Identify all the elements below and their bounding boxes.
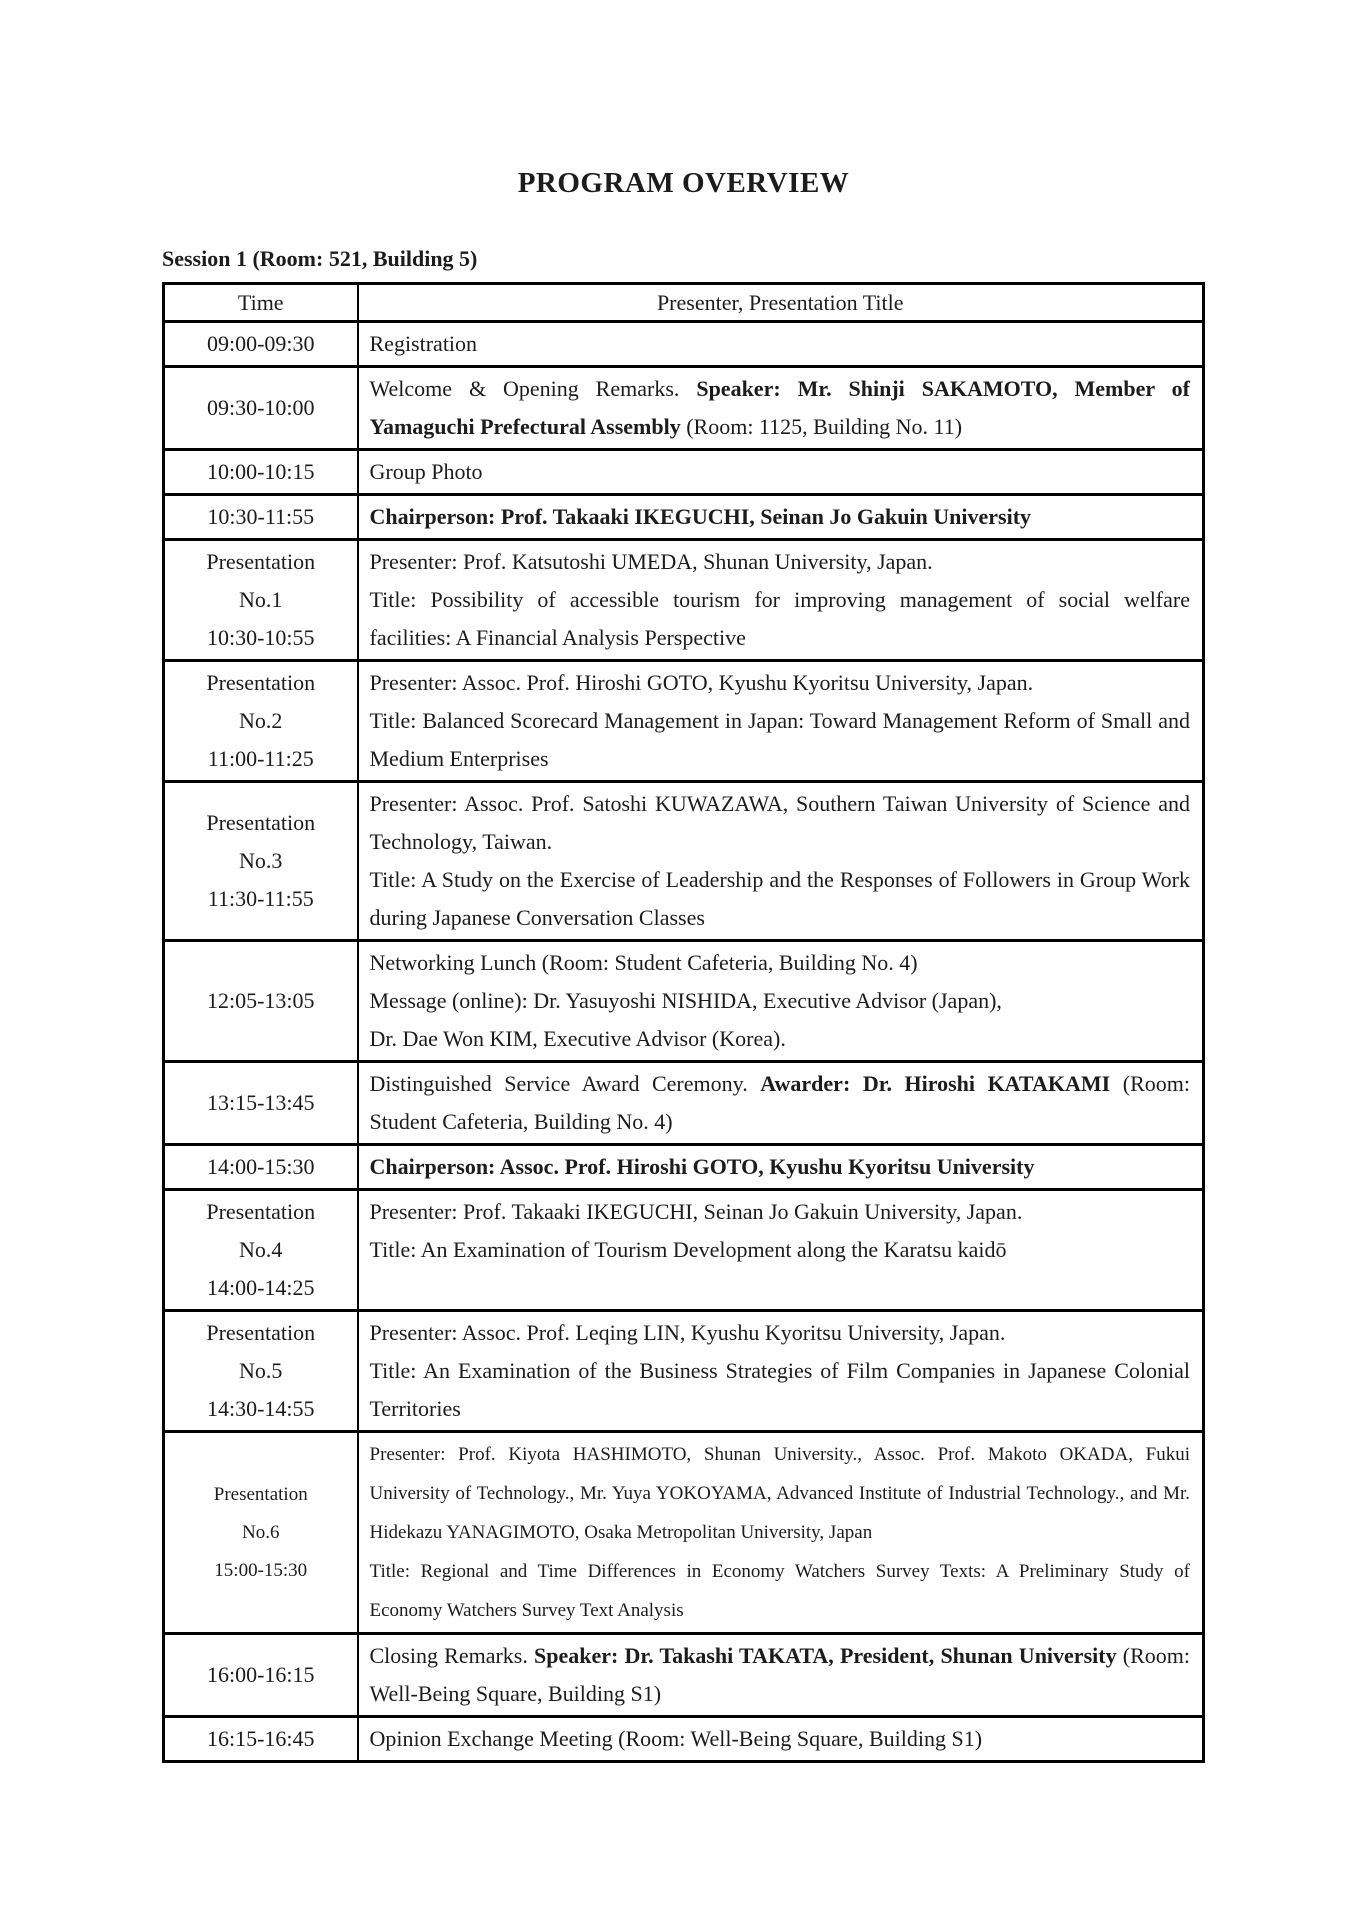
text-segment: Presenter: Prof. Katsutoshi UMEDA, Shunan University, Japan. [369, 549, 933, 574]
content-paragraph [370, 1314, 1191, 1352]
content-paragraph [370, 861, 1191, 937]
time-text: 11:30-11:55 [207, 886, 314, 911]
time-text: 11:00-11:25 [207, 746, 314, 771]
time-text: 12:05-13:05 [206, 988, 315, 1013]
column-header-time: Time [164, 284, 358, 322]
time-text: 15:00-15:30 [214, 1559, 308, 1581]
document-content [162, 0, 1205, 1763]
time-text: Presentation [206, 670, 316, 695]
content-cell [358, 495, 1204, 540]
text-segment: Presenter: Prof. Kiyota HASHIMOTO, Shunan University., Assoc. Prof. Makoto OKADA, Fukui University of Technology., Mr. Yuya YOKOYAMA, Advanced Institute of Industrial Technology., and Mr. Hidekazu YANAGIMOTO, Osaka Metropolitan University, Japan [369, 1444, 1190, 1543]
time-cell [164, 450, 358, 495]
text-segment: Presenter: Assoc. Prof. Leqing LIN, Kyushu Kyoritsu University, Japan. [369, 1320, 1006, 1345]
time-text: No.3 [239, 848, 283, 873]
content-cell [358, 1145, 1204, 1190]
content-paragraph [370, 664, 1191, 702]
table-body [164, 322, 1204, 1762]
time-text: No.5 [239, 1358, 283, 1383]
time-text: Presentation [206, 1320, 316, 1345]
time-cell [164, 1717, 358, 1762]
table-row [164, 1062, 1204, 1145]
text-segment: Presenter: Assoc. Prof. Hiroshi GOTO, Kyushu Kyoritsu University, Japan. [369, 670, 1034, 695]
content-paragraph [370, 453, 1191, 491]
time-cell [164, 941, 358, 1062]
time-cell [164, 661, 358, 782]
table-row [164, 782, 1204, 941]
table-row [164, 450, 1204, 495]
text-segment: Opinion Exchange Meeting (Room: Well-Being Square, Building S1) [369, 1726, 983, 1751]
content-cell [358, 450, 1204, 495]
time-cell [164, 1190, 358, 1311]
text-segment: Title: Balanced Scorecard Management in Japan: Toward Management Reform of Small and Medium Enterprises [369, 708, 1190, 771]
time-text: 09:00-09:30 [206, 331, 315, 356]
bold-text-segment: Awarder: Dr. Hiroshi KATAKAMI [760, 1071, 1111, 1096]
content-paragraph [370, 1352, 1191, 1428]
content-paragraph [370, 702, 1191, 778]
page-title: PROGRAM OVERVIEW [517, 167, 850, 199]
time-text: 09:30-10:00 [206, 395, 315, 420]
time-text: 16:15-16:45 [206, 1726, 315, 1751]
bold-text-segment: Chairperson: Assoc. Prof. Hiroshi GOTO, Kyushu Kyoritsu University [369, 1154, 1035, 1179]
content-cell [358, 941, 1204, 1062]
content-cell [358, 322, 1204, 367]
bold-text-segment: Speaker: Dr. Takashi TAKATA, President, Shunan University [534, 1643, 1117, 1668]
time-text: 13:15-13:45 [206, 1090, 315, 1115]
table-row [164, 661, 1204, 782]
bold-text-segment: Speaker: Mr. Shinji SAKAMOTO, Member of Yamaguchi Prefectural Assembly [369, 376, 1191, 439]
column-header-presenter-title: Presenter, Presentation Title [358, 284, 1204, 322]
content-paragraph [370, 581, 1191, 657]
content-cell [358, 661, 1204, 782]
content-paragraph [370, 1065, 1191, 1141]
content-cell [358, 782, 1204, 941]
text-segment: (Room: Student Cafeteria, Building No. 4) [369, 1071, 1190, 1134]
table-row [164, 941, 1204, 1062]
content-cell [358, 1062, 1204, 1145]
time-text: No.6 [242, 1521, 280, 1543]
text-segment: (Room: Well-Being Square, Building S1) [369, 1643, 1190, 1706]
time-cell [164, 1062, 358, 1145]
time-text: 10:30-11:55 [207, 504, 315, 529]
bold-text-segment: Chairperson: Prof. Takaaki IKEGUCHI, Seinan Jo Gakuin University [369, 504, 1032, 529]
table-row [164, 1145, 1204, 1190]
time-text: 14:00-15:30 [206, 1154, 315, 1179]
time-text: 14:30-14:55 [206, 1396, 315, 1421]
content-paragraph [370, 1020, 1191, 1058]
text-segment: Title: Regional and Time Differences in Economy Watchers Survey Texts: A Preliminary Study of Economy Watchers Survey Text Analysis [369, 1561, 1190, 1621]
time-cell [164, 322, 358, 367]
content-paragraph [370, 498, 1191, 536]
text-segment: Group Photo [369, 459, 483, 484]
content-paragraph [370, 325, 1191, 363]
content-cell [358, 1190, 1204, 1311]
content-paragraph [370, 1637, 1191, 1713]
table-row [164, 367, 1204, 450]
text-segment: Presenter: Assoc. Prof. Satoshi KUWAZAWA, Southern Taiwan University of Science and Technology, Taiwan. [369, 791, 1190, 854]
time-cell [164, 540, 358, 661]
content-cell [358, 1717, 1204, 1762]
content-paragraph [370, 370, 1191, 446]
program-table [162, 282, 1205, 1763]
table-row [164, 540, 1204, 661]
time-text: No.2 [239, 708, 283, 733]
time-cell [164, 782, 358, 941]
content-cell [358, 1432, 1204, 1634]
table-row [164, 1717, 1204, 1762]
content-paragraph [370, 1435, 1191, 1552]
table-row [164, 1190, 1204, 1311]
content-cell [358, 1634, 1204, 1717]
text-segment: Title: A Study on the Exercise of Leadership and the Responses of Followers in Group Work during Japanese Conversation Classes [369, 867, 1190, 930]
table-row [164, 1432, 1204, 1634]
time-text: Presentation [206, 1199, 316, 1224]
content-paragraph [370, 1552, 1191, 1630]
text-segment: Distinguished Service Award Ceremony. [369, 1071, 761, 1096]
table-row [164, 322, 1204, 367]
content-paragraph [370, 543, 1191, 581]
time-text: No.4 [239, 1237, 283, 1262]
time-cell [164, 1311, 358, 1432]
time-text: Presentation [206, 810, 316, 835]
time-text: Presentation [206, 549, 316, 574]
time-cell [164, 1432, 358, 1634]
text-segment: Closing Remarks. [369, 1643, 535, 1668]
content-cell [358, 1311, 1204, 1432]
text-segment: Title: Possibility of accessible tourism for improving management of social welfare facilities: A Financial Analysis Perspective [369, 587, 1190, 650]
content-paragraph [370, 1720, 1191, 1758]
time-text: 10:00-10:15 [206, 459, 315, 484]
text-segment: Networking Lunch (Room: Student Cafeteria, Building No. 4) [369, 950, 918, 975]
time-cell [164, 367, 358, 450]
text-segment: (Room: 1125, Building No. 11) [680, 414, 963, 439]
content-paragraph [370, 1193, 1191, 1231]
text-segment: Registration [369, 331, 478, 356]
content-paragraph [370, 1148, 1191, 1186]
text-segment: Welcome & Opening Remarks. [369, 376, 697, 401]
table-header-row [164, 284, 1204, 322]
text-segment: Title: An Examination of Tourism Development along the Karatsu kaidō [369, 1237, 1007, 1262]
content-cell [358, 540, 1204, 661]
time-text: Presentation [213, 1483, 308, 1505]
table-row [164, 1634, 1204, 1717]
text-segment: Dr. Dae Won KIM, Executive Advisor (Korea). [369, 1026, 786, 1051]
time-cell [164, 495, 358, 540]
time-text: 16:00-16:15 [206, 1662, 315, 1687]
time-cell [164, 1145, 358, 1190]
content-paragraph [370, 1231, 1191, 1269]
content-paragraph [370, 944, 1191, 982]
time-text: 14:00-14:25 [206, 1275, 315, 1300]
content-paragraph [370, 982, 1191, 1020]
time-text: 10:30-10:55 [206, 625, 315, 650]
text-segment: Presenter: Prof. Takaaki IKEGUCHI, Seinan Jo Gakuin University, Japan. [369, 1199, 1023, 1224]
text-segment: Message (online): Dr. Yasuyoshi NISHIDA, Executive Advisor (Japan), [369, 988, 1002, 1013]
content-cell [358, 367, 1204, 450]
content-paragraph [370, 785, 1191, 861]
text-segment: Title: An Examination of the Business Strategies of Film Companies in Japanese Colonial Territories [369, 1358, 1190, 1421]
table-row [164, 1311, 1204, 1432]
table-row [164, 495, 1204, 540]
time-text: No.1 [239, 587, 283, 612]
session-heading: Session 1 (Room: 521, Building 5) [162, 246, 478, 271]
time-cell [164, 1634, 358, 1717]
